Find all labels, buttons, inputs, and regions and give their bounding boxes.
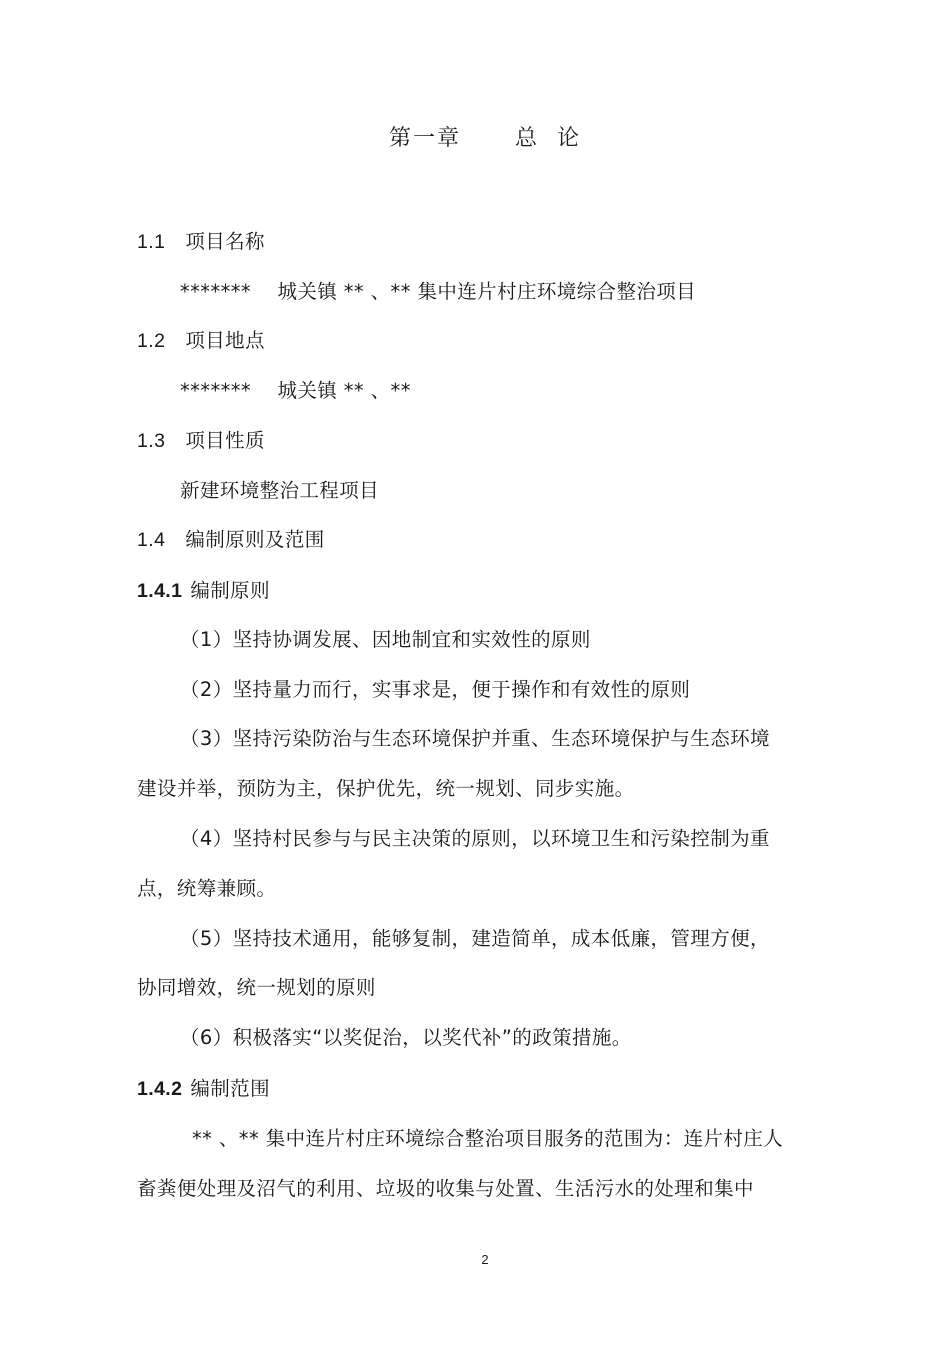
scope-line-1: ** 、** 集中连片村庄环境综合整治项目服务的范围为：连片村庄人 bbox=[192, 1127, 784, 1150]
section-1-4-2-heading bbox=[137, 1075, 270, 1103]
principle-1: （1）坚持协调发展、因地制宜和实效性的原则 bbox=[180, 628, 591, 651]
section-title: 项目地点 bbox=[185, 329, 265, 352]
section-number: 1.3 bbox=[137, 430, 166, 452]
section-title: 项目名称 bbox=[185, 230, 265, 253]
subsection-number: 1.4.1 bbox=[137, 580, 183, 602]
principle-6: （6）积极落实“以奖促治，以奖代补”的政策措施。 bbox=[180, 1026, 632, 1049]
section-title: 编制原则及范围 bbox=[185, 528, 325, 551]
scope-line-2: 畜粪便处理及沼气的利用、垃圾的收集与处置、生活污水的处理和集中 bbox=[137, 1177, 754, 1200]
principle-5-line-2: 协同增效，统一规划的原则 bbox=[137, 976, 376, 999]
page-number: 2 bbox=[481, 1252, 489, 1267]
project-location-text: ******* 城关镇 ** 、** bbox=[180, 379, 411, 402]
section-1-3-heading bbox=[137, 427, 265, 455]
section-number: 1.2 bbox=[137, 330, 166, 352]
section-1-4-heading bbox=[137, 526, 325, 554]
principle-5-line-1: （5）坚持技术通用，能够复制，建造简单，成本低廉，管理方便， bbox=[180, 927, 770, 950]
principle-2: （2）坚持量力而行，实事求是，便于操作和有效性的原则 bbox=[180, 678, 691, 701]
chapter-title: 第一章 总 论 bbox=[389, 126, 581, 151]
section-title: 项目性质 bbox=[185, 429, 265, 452]
section-number: 1.4 bbox=[137, 529, 166, 551]
subsection-title: 编制原则 bbox=[190, 579, 270, 602]
project-nature-text: 新建环境整治工程项目 bbox=[180, 479, 380, 502]
principle-3-line-2: 建设并举，预防为主，保护优先，统一规划、同步实施。 bbox=[137, 777, 635, 800]
section-1-2-heading bbox=[137, 327, 265, 355]
principle-4-line-2: 点，统筹兼顾。 bbox=[137, 877, 277, 900]
principle-4-line-1: （4）坚持村民参与与民主决策的原则，以环境卫生和污染控制为重 bbox=[180, 827, 770, 850]
section-number: 1.1 bbox=[137, 231, 166, 253]
subsection-number: 1.4.2 bbox=[137, 1078, 183, 1100]
subsection-title: 编制范围 bbox=[190, 1077, 270, 1100]
section-1-1-heading bbox=[137, 228, 265, 256]
section-1-4-1-heading bbox=[137, 577, 270, 605]
project-name-text: ******* 城关镇 ** 、** 集中连片村庄环境综合整治项目 bbox=[180, 280, 697, 303]
principle-3-line-1: （3）坚持污染防治与生态环境保护并重、生态环境保护与生态环境 bbox=[180, 727, 770, 750]
